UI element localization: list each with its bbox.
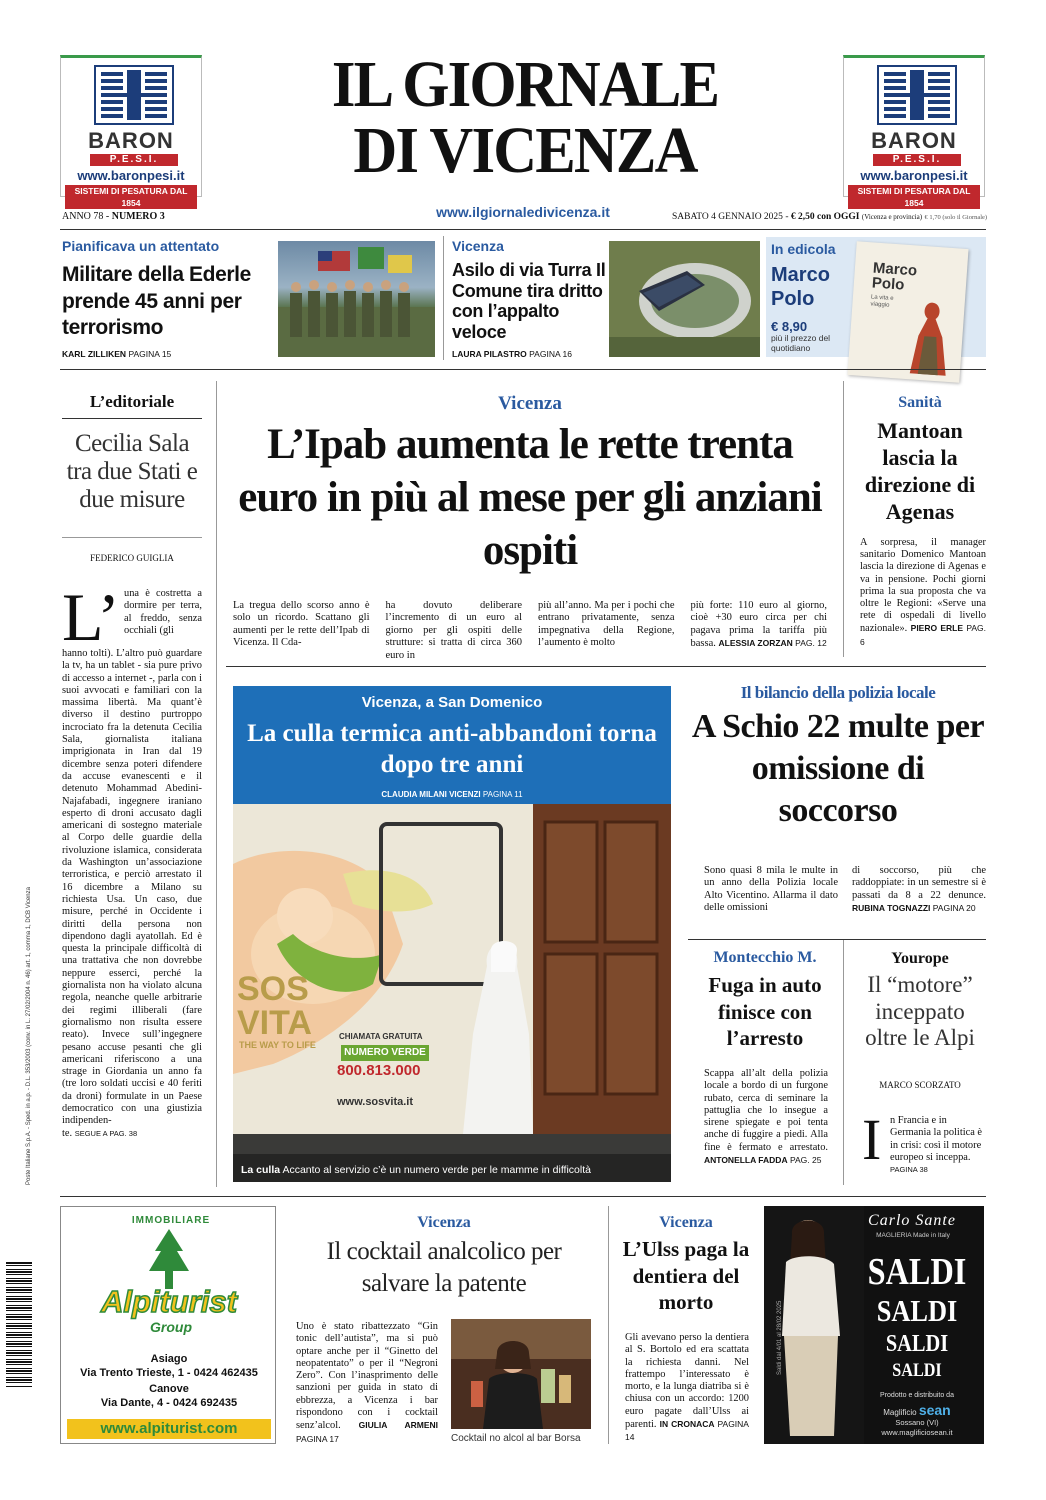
yourope-author: MARCO SCORZATO (879, 1080, 961, 1090)
main-story-col: ha dovuto deliberare l’incremento di un euro al giorno per gli ospiti delle strutture: si tratta di circa 360 euro in (385, 600, 522, 661)
cocktail-body: Uno è stato ribattezzato “Gin tonic dell’autista”, ma si può optare anche per il “Ginetto del neopatentato” o per il “Negroni Zero”. Con l’inasprimento delle sanzioni per guida in stato di ebbrezza, a Vicenza i bar rispondono con i cocktail senz’alcol. (296, 1321, 438, 1432)
montecchio-headline[interactable]: Fuga in auto finisce con l’arresto (708, 973, 822, 1050)
sanita-body: A sorpresa, il manager sanitario Domenico Mantoan lascia la direzione di Agenas e va in pensione. Pochi giorni prima la sua proposta che va oltre le Regioni: «Serve una rete di ospedali di livello nazionale». (860, 537, 986, 635)
alpiturist-group: Group (150, 1319, 192, 1335)
editoriale-title-rule (62, 537, 202, 538)
top-strip-rule (60, 369, 986, 370)
top-story-2-kicker: Vicenza (452, 238, 504, 254)
yourope-segue[interactable]: PAGINA 38 (890, 1165, 928, 1175)
issue-info: ANNO 78 - NUMERO 3 (62, 211, 165, 222)
ulss-headline[interactable]: L’Ulss paga la dentiera del morto (622, 1237, 750, 1314)
top-divider-1 (443, 236, 444, 360)
byline-author: RUBINA TOGNAZZI (852, 903, 931, 914)
cocktail-divider (608, 1206, 609, 1444)
postal-note: Poste Italiane S.p.A. - Sped. in a.p. - D.L. 353/2003 (conv. in L. 27/02/2004 n. 46) art. 1, comma 1, DCB Vicenza (26, 887, 32, 1185)
schio-kicker: Il bilancio della polizia locale (740, 683, 936, 702)
byline-author: PIERO ERLE (910, 623, 964, 634)
top-story-1-byline (62, 349, 272, 361)
soldiers-photo (278, 241, 435, 357)
byline-author: ALESSIA ZORZAN (718, 638, 793, 649)
schio-col: Sono quasi 8 mila le multe in un anno della Polizia locale Alto Vicentino. Allarma il dato delle omissioni (704, 865, 838, 914)
byline-author: CLAUDIA MILANI VICENZI (381, 790, 481, 799)
baron-url[interactable]: www.baronpesi.it (77, 168, 185, 183)
montecchio-kicker: Montecchio M. (713, 949, 817, 966)
sos-vita-nv: NUMERO VERDE (341, 1045, 429, 1061)
website-link[interactable]: www.ilgiornaledivicenza.it (436, 204, 610, 220)
postal-text (4, 887, 44, 1190)
byline-page: PAGINA 14 (625, 1419, 749, 1443)
byline-page: PAGINA 17 (296, 1433, 339, 1444)
edicola-kicker: In edicola (771, 241, 836, 257)
left-col-divider (216, 381, 217, 1187)
book-title: Marco Polo (871, 259, 918, 294)
sos-vita-number[interactable]: 800.813.000 (337, 1062, 421, 1079)
saldi-maglificio (852, 1402, 982, 1418)
schio-byline (852, 903, 976, 913)
yourope-title[interactable]: Il “motore” inceppato oltre le Alpi (865, 972, 975, 1050)
saldi-3: SALDI (885, 1331, 949, 1357)
culla-feature[interactable] (233, 686, 671, 1182)
main-story-kicker: Vicenza (498, 393, 562, 414)
bottom-rule (60, 1196, 986, 1197)
byline-page: PAG. 6 (860, 623, 986, 647)
byline-author: KARL ZILLIKEN (62, 349, 127, 359)
masthead-title-line1: IL GIORNALE (331, 48, 719, 121)
masthead-rule (60, 229, 986, 230)
alpiturist-top: IMMOBILIARE (131, 1215, 211, 1226)
book-sub: La vita e viaggio (870, 294, 894, 309)
alpiturist-ad[interactable] (60, 1206, 276, 1444)
sanita-headline[interactable]: Mantoan lascia la direzione di Agenas (864, 418, 976, 524)
culla-headline[interactable]: La culla termica anti-abbandoni torna dopo tre anni (247, 720, 657, 778)
top-story-1-kicker: Pianificava un attentato (62, 238, 220, 254)
maglificio-label: Maglificio (883, 1408, 917, 1417)
yourope-label: Yourope (891, 950, 949, 967)
saldi-2: SALDI (876, 1293, 958, 1328)
saldi-prod: Prodotto e distribuito da (880, 1392, 954, 1399)
alpiturist-l4: Via Dante, 4 - 0424 692435 (100, 1397, 238, 1409)
byline-page: PAGINA 15 (128, 349, 172, 359)
saldi-brand: Carlo Sante (868, 1212, 956, 1229)
barcode (6, 1262, 32, 1388)
marco-polo-book-cover (847, 241, 968, 382)
edicola-box[interactable] (766, 237, 986, 357)
date-price: SABATO 4 GENNAIO 2025 - € 2,50 con OGGI (Vicenza e provincia) € 1,70 (solo il Giornale) (672, 212, 988, 222)
main-story-col: più all’anno. Ma per i pochi che entrano privatamente, senza impegnativa della Regione, l’aumento è molto (538, 600, 675, 649)
byline-page: PAG. 12 (795, 638, 827, 649)
main-story-body (233, 600, 827, 661)
issue-price-note: (Vicenza e provincia) (861, 213, 923, 221)
issue-price: € 2,50 con OGGI (790, 212, 860, 222)
cocktail-headline[interactable]: Il cocktail analcolico per salvare la patente (326, 1238, 562, 1297)
byline-author: ANTONELLA FADDA (704, 1155, 788, 1166)
editoriale-dropcap: L’ (62, 579, 120, 655)
issue-anno: ANNO 78 (62, 211, 104, 222)
schio-col: di soccorso, più che raddoppiate: in un semestre si è passati da 8 a 22 denunce. (852, 865, 986, 901)
culla-byline (233, 790, 671, 802)
main-story-headline[interactable]: L’Ipab aumenta le rette trenta euro in più al mese per gli anziani ospiti (238, 421, 822, 574)
sos-vita-tag: THE WAY TO LIFE (239, 1040, 316, 1050)
issue-date: SABATO 4 GENNAIO 2025 (672, 212, 783, 222)
montecchio-body: Scappa all’alt della polizia locale a bordo di un furgone rubato, cerca di seminare la pattuglia che lo insegue a sirene spiegate e poi tenta anche di fuggire a piedi. Alla fine è fermato e arrestato. (704, 1068, 828, 1153)
edicola-title: Marco Polo (771, 264, 830, 310)
cocktail-photo (451, 1319, 591, 1429)
caption-text: Accanto al servizio c’è un numero verde per le mamme in difficoltà (282, 1164, 591, 1176)
alpiturist-l2: Via Trento Trieste, 1 - 0424 462435 (80, 1367, 258, 1379)
yourope-body (862, 1107, 986, 1185)
top-story-1-headline[interactable]: Militare della Ederle prende 45 anni per terrorismo (62, 263, 251, 339)
baron-sub: P.E.S.I. (873, 154, 961, 166)
saldi-url[interactable]: www.maglificiosean.it (881, 1428, 953, 1437)
tree-logo-icon (145, 1227, 193, 1291)
ulss-kicker: Vicenza (659, 1214, 713, 1231)
baron-name: BARON (88, 128, 174, 153)
sanita-kicker: Sanità (898, 394, 942, 411)
byline-author: GIULIA ARMENI (358, 1420, 438, 1431)
edicola-note: più il prezzo del quotidiano (771, 333, 831, 353)
editoriale-label-rule (62, 418, 202, 419)
editoriale-lead: una è costretta a dormire per terra, al freddo, senza occhiali (gli (124, 588, 202, 636)
montecchio-divider (843, 940, 844, 1185)
saldi-ad[interactable] (764, 1206, 984, 1444)
culla-caption (233, 1154, 671, 1182)
baron-ad-left[interactable] (60, 55, 202, 208)
baron-name: BARON (871, 128, 957, 153)
main-story-byline (719, 638, 827, 648)
montecchio-byline (704, 1155, 821, 1165)
saldi-city: Sossano (VI) (895, 1418, 939, 1427)
main-story-col: La tregua dello scorso anno è solo un ricordo. Scattano gli aumenti per le rette dell’Ipab di Vicenza. Il Cda- (233, 600, 370, 649)
sos-vita-url[interactable]: www.sosvita.it (337, 1096, 414, 1108)
editoriale-label: L’editoriale (89, 392, 175, 411)
sean-logo: sean (918, 1402, 951, 1418)
alpiturist-url[interactable]: www.alpiturist.com (67, 1419, 271, 1439)
ulss-body: Gli avevano perso la dentiera al S. Bortolo ed era scattata la richiesta danni. Nel frattempo l’interessato è morto, e la lunga diatriba si è chiusa con un accordo: 1200 euro pagate dall’Ulss ai parenti. (625, 1332, 749, 1431)
byline-page: PAGINA 11 (482, 790, 523, 799)
baron-logo-icon (91, 64, 177, 126)
schio-body (704, 865, 986, 921)
sos-vita-title: SOS VITA (237, 970, 312, 1042)
caption-label: La culla (241, 1164, 281, 1176)
edicola-price: € 8,90 (771, 319, 808, 334)
editoriale-body (62, 579, 202, 1182)
cocktail-caption: Cocktail no alcol al bar Borsa (451, 1433, 581, 1444)
editoriale-title[interactable]: Cecilia Sala tra due Stati e due misure (66, 430, 198, 513)
byline-author: IN CRONACA (659, 1419, 715, 1430)
byline-page: PAGINA 16 (529, 349, 572, 359)
saldi-sub: MAGLIERIA Made in Italy (876, 1232, 950, 1239)
yourope-dropcap: I (862, 1107, 882, 1172)
top-story-2-headline[interactable]: Asilo di via Turra Il Comune tira dritto con l’appalto veloce (452, 260, 606, 343)
kindergarten-aerial-photo (609, 241, 760, 357)
alpiturist-l3: Canove (149, 1383, 189, 1395)
saldi-4: SALDI (892, 1360, 942, 1381)
issue-numero: NUMERO 3 (111, 211, 165, 222)
marco-polo-figure-icon (897, 295, 963, 381)
baron-tagline: SISTEMI DI PESATURA DAL 1854 (65, 185, 197, 209)
main-story-col: più forte: 110 euro al giorno, cioè +30 euro circa per chi pagava prima la tariffa più bassa. (690, 600, 827, 650)
editoriale-author: FEDERICO GUIGLIA (90, 553, 174, 563)
editoriale-segue[interactable]: SEGUE A PAG. 38 (74, 1128, 138, 1138)
culla-photo (233, 804, 671, 1182)
alpiturist-l1: Asiago (150, 1353, 188, 1365)
masthead-title[interactable] (254, 48, 797, 197)
byline-page: PAG. 25 (789, 1155, 822, 1166)
sos-vita-call: CHIAMATA GRATUITA (339, 1032, 423, 1041)
saldi-1: SALDI (867, 1251, 967, 1293)
editoriale-text: hanno tolti). L’altro può guardare la tv, ha un tablet - sia pure privo di accesso a internet -, parla con i suoi avvocati e familiari con la massima libertà. Ma quant’è diverso il destino purtroppo incrociato fra la detenuta Cecilia Sala, giornalista italiana imprigionata in Iran dal 19 dicembre senza poteri difendere da accuse evanescenti e il detenuto Mohammad Abedini-Najafabadi, ingegnere iraniano esperto di droni accusato dagli americani di sostegno materiale al Corpo delle guardie della rivoluzione islamica, considerata da Washington un’associazione terroristica, e perciò arrestato il 16 dicembre a Milano su richiesta Usa. Un caso, due misure, perché in Occidente i diritti della persona non dipendono dagli ayatollah. Ed è questa la principale difficoltà di una trattativa che non dovrebbe neppure esserci, perché la giornalista non ha violato alcuna regola, neanche quelle arbitrarie dei regimi illiberali (fare giornalismo non risulta essere reato). Invece sull’ingegnere pesano accuse pesanti che gli americani riferiscono a una strage in Giordania un anno fa (tre loro soldati uccisi e 40 feriti da droni) formulate in un Paese democratico con una giustizia indipenden- (62, 648, 202, 1127)
schio-bottom-rule (688, 939, 986, 940)
baron-tagline: SISTEMI DI PESATURA DAL 1854 (848, 185, 980, 209)
yourope-text: n Francia e in Germania la politica è in crisi: così il motore europeo si inceppa. (890, 1115, 983, 1163)
issue-price-alt: € 1,70 (solo il Giornale) (924, 214, 988, 221)
masthead-title-line2: DI VICENZA (353, 114, 697, 187)
editoriale-continue: te. (62, 1127, 73, 1139)
main-right-divider (843, 381, 844, 657)
baron-sub: P.E.S.I. (90, 154, 178, 166)
baron-logo-icon (874, 64, 960, 126)
main-story-bottom-rule (226, 666, 986, 667)
alpiturist-name: Alpiturist (100, 1284, 238, 1319)
saldi-side: Saldi dal 4/01 al 28/02 2025 (777, 1300, 783, 1375)
cocktail-kicker: Vicenza (417, 1214, 471, 1231)
byline-page: PAGINA 20 (932, 903, 976, 914)
baron-ad-right[interactable] (843, 55, 985, 208)
baron-url[interactable]: www.baronpesi.it (860, 168, 968, 183)
top-story-2-byline (452, 349, 602, 361)
culla-kicker: Vicenza, a San Domenico (361, 694, 543, 711)
schio-headline[interactable]: A Schio 22 multe per omissione di soccorso (691, 708, 985, 829)
byline-author: LAURA PILASTRO (452, 349, 527, 359)
